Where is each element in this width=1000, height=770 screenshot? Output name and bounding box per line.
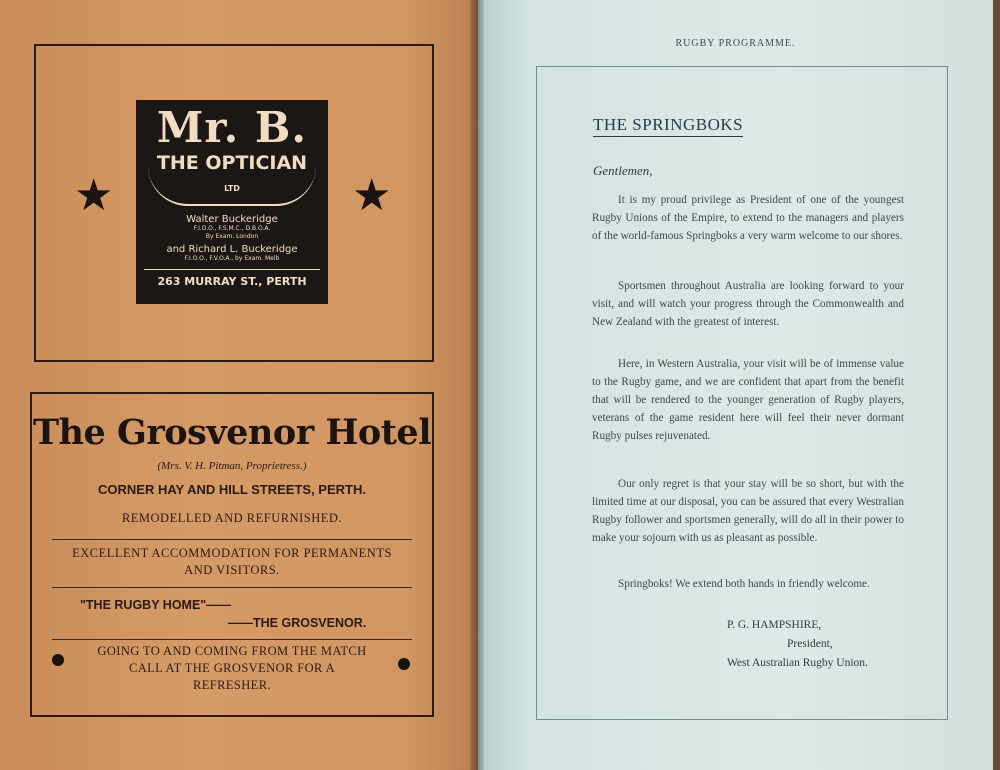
optician-cred-1a: F.I.O.O., F.S.M.C., D.B.O.A.	[193, 225, 271, 232]
right-page	[478, 0, 993, 770]
hotel-accommodation-2: AND VISITORS.	[184, 563, 280, 577]
letter-paragraph-2: Sportsmen throughout Australia are looking forward to your visit, and will watch your progress through the Commonwealth and New Zealand with the greatest of interest.	[592, 280, 904, 328]
letter-salutation: Gentlemen,	[593, 163, 653, 178]
hotel-address: CORNER HAY AND HILL STREETS, PERTH.	[98, 482, 366, 497]
star-icon-right: ★	[352, 170, 392, 221]
optician-subtitle: THE OPTICIAN LTD	[148, 152, 316, 206]
hotel-closing-1: GOING TO AND COMING FROM THE MATCH	[97, 644, 367, 658]
letter-paragraph-4: Our only regret is that your stay will be so short, but with the limited time at our disposal, you can be assured that every Westralian Rugby follower and sportsmen generally, will do all in their power to make your sojourn with us as pleasant as possible.	[592, 478, 904, 544]
optician-name-2: and Richard L. Buckeridge	[166, 244, 298, 255]
hotel-proprietress: (Mrs. V. H. Pitman, Proprietress.)	[157, 460, 307, 472]
optician-cred-2: F.I.O.O., F.V.O.A., by Exam. Melb	[184, 255, 280, 262]
hotel-accommodation-1: EXCELLENT ACCOMMODATION FOR PERMANENTS	[72, 546, 392, 560]
bullet-dot-left	[52, 654, 64, 666]
signatory-role: President,	[787, 638, 833, 650]
optician-address: 263 MURRAY ST., PERTH	[144, 269, 320, 288]
letter-paragraph-5: Springboks! We extend both hands in friendly welcome.	[618, 578, 870, 590]
hotel-remodelled: REMODELLED AND REFURNISHED.	[121, 511, 343, 525]
letter-title: THE SPRINGBOKS	[593, 115, 743, 137]
star-icon-left: ★	[74, 170, 114, 221]
hotel-slogan-2: ——THE GROSVENOR.	[228, 616, 367, 630]
book-spine	[470, 0, 484, 770]
hotel-divider-3	[52, 639, 412, 640]
bullet-dot-right	[398, 658, 410, 670]
left-page	[0, 0, 478, 770]
hotel-closing-3: REFRESHER.	[193, 678, 271, 692]
letter-frame	[536, 66, 948, 720]
running-head: RUGBY PROGRAMME.	[675, 38, 796, 49]
hotel-divider-2	[52, 587, 412, 588]
hotel-closing-2: CALL AT THE GROSVENOR FOR A	[128, 661, 336, 675]
signatory-name: P. G. HAMPSHIRE,	[727, 619, 822, 631]
signatory-organisation: West Australian Rugby Union.	[727, 657, 868, 669]
optician-brand: Mr. B.	[156, 103, 308, 152]
hotel-divider-1	[52, 539, 412, 540]
hotel-slogan-1: "THE RUGBY HOME"——	[80, 598, 232, 612]
optician-logo	[136, 100, 328, 304]
letter-paragraph-1: It is my proud privilege as President of one of the youngest Rugby Unions of the Empire, to extend to the managers and players of the world-famous Springboks a very warm welcome to our shores.	[592, 194, 904, 242]
optician-cred-1b: By Exam. London	[205, 233, 259, 240]
hotel-ad	[30, 392, 434, 717]
hotel-title: The Grosvenor Hotel	[33, 412, 431, 453]
letter-paragraph-3: Here, in Western Australia, your visit will be of immense value to the Rugby game, and we are confident that apart from the benefit that will be rendered to the younger generation of Rugby players, veterans of the game resident here will feel their never dormant Rugby pulses rejuvenated.	[592, 358, 904, 442]
optician-name-1: Walter Buckeridge	[186, 214, 278, 225]
